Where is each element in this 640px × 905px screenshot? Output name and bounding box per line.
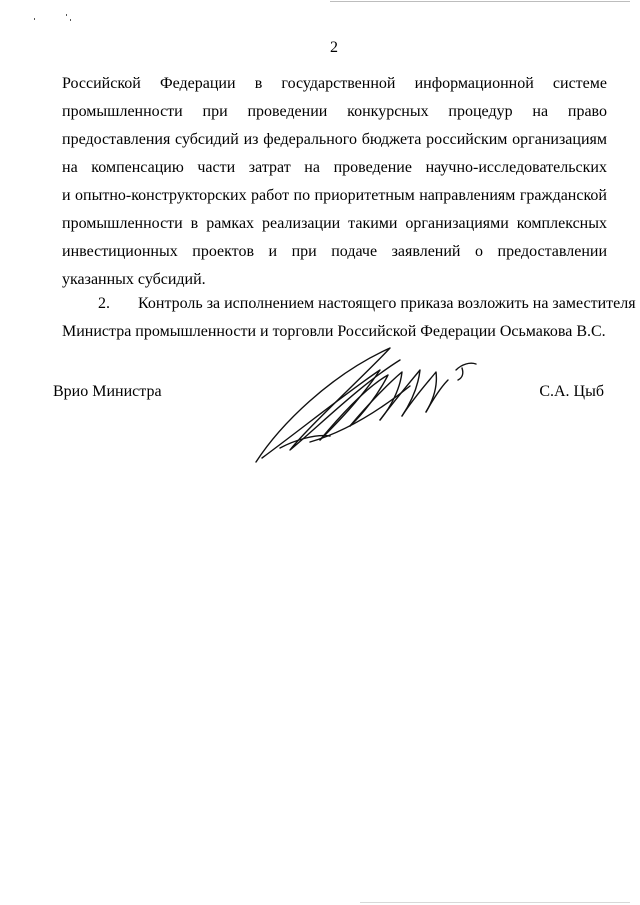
paragraph-1 bbox=[62, 70, 607, 294]
item-2-text-line-1: Контроль за исполнением настоящего приказа возложить на заместителя bbox=[138, 295, 636, 312]
scan-edge-top bbox=[330, 1, 630, 2]
item-number: 2. bbox=[98, 295, 110, 312]
item-2-first-line bbox=[62, 290, 636, 318]
paragraph-line: инвестиционных проектов и при подаче заявлений о предоставлении bbox=[62, 243, 607, 260]
signatory-title: Врио Министра bbox=[53, 383, 162, 400]
scan-speck bbox=[70, 19, 71, 21]
paragraph-line: на компенсацию части затрат на проведение научно-исследовательских bbox=[62, 159, 607, 176]
paragraph-line: предоставления субсидий из федерального бюджета российским организациям bbox=[62, 131, 607, 148]
item-2-text-line-2: Министра промышленности и торговли Российской Федерации Осьмакова В.С. bbox=[62, 323, 606, 340]
paragraph-line: и опытно-конструкторских работ по приоритетным направлениям гражданской bbox=[62, 187, 607, 204]
paragraph-line: Российской Федерации в государственной информационной системе bbox=[62, 75, 607, 92]
paragraph-line: промышленности в рамках реализации такими организациями комплексных bbox=[62, 215, 607, 232]
page-number: 2 bbox=[330, 39, 338, 56]
scan-speck bbox=[34, 18, 35, 20]
scan-speck bbox=[66, 14, 67, 16]
paragraph-line: указанных субсидий. bbox=[62, 271, 206, 288]
handwritten-signature bbox=[250, 330, 490, 470]
scan-edge-bottom bbox=[360, 902, 630, 903]
paragraph-line: промышленности при проведении конкурсных процедур на право bbox=[62, 103, 607, 120]
signatory-name: С.А. Цыб bbox=[539, 383, 604, 400]
